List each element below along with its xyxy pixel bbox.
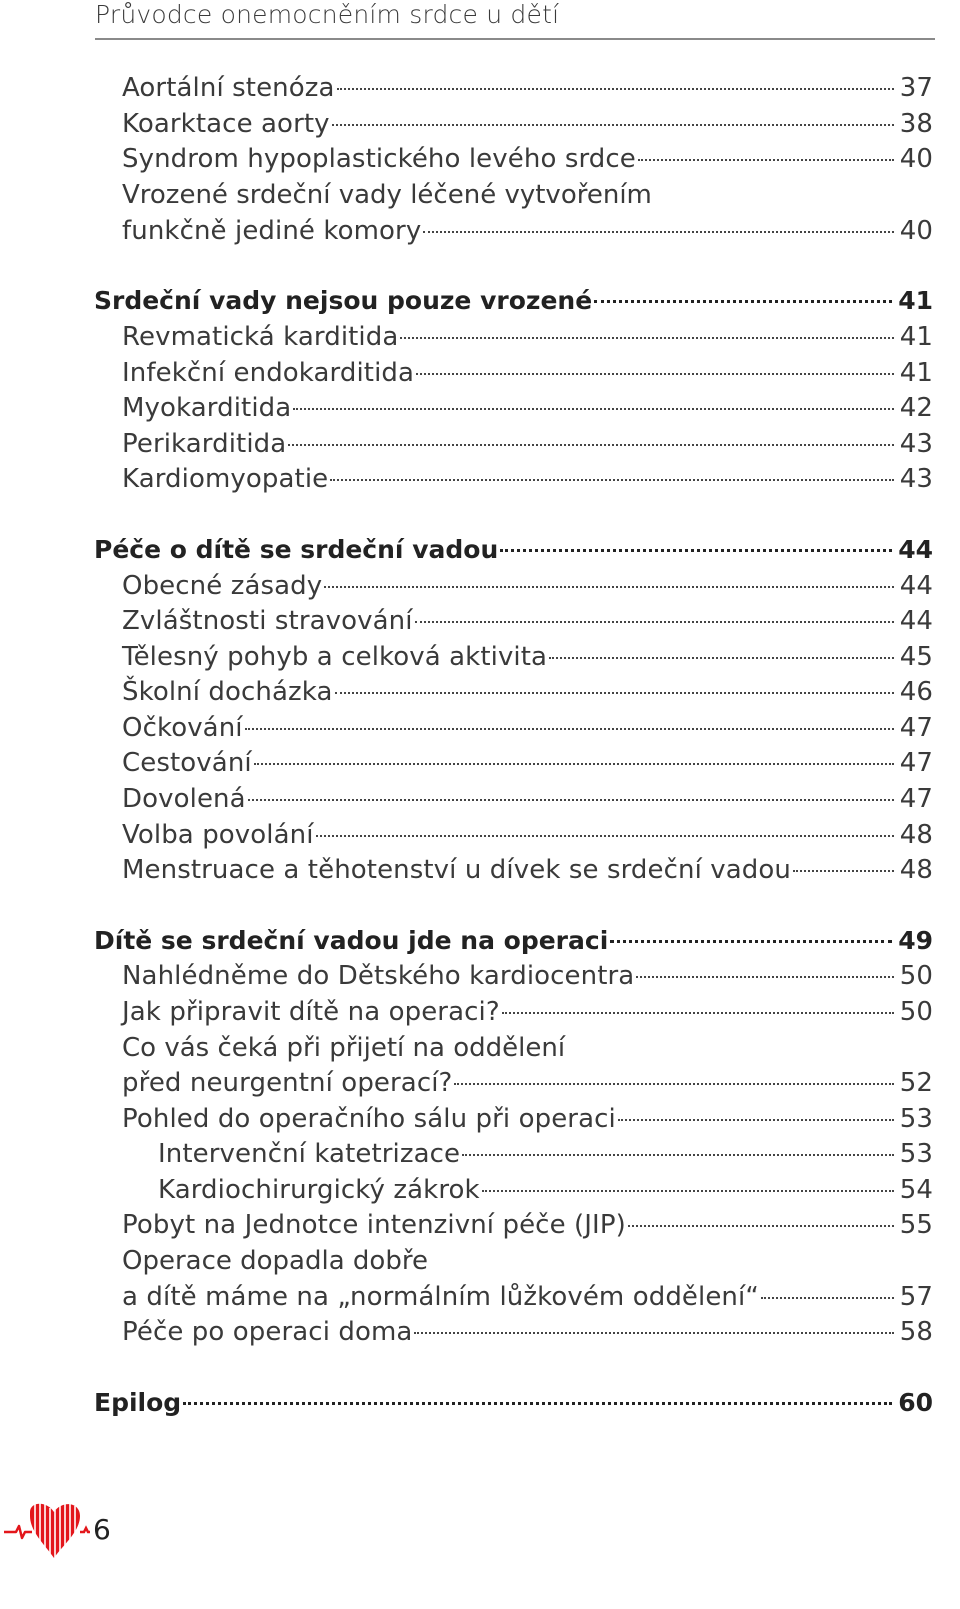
toc-leader-dots xyxy=(248,793,894,801)
toc-section-pece-o-dite[interactable]: Péče o dítě se srdeční vadou 44 xyxy=(94,532,933,568)
toc-leader-dots xyxy=(245,722,894,730)
toc-section-srdecni-vady[interactable]: Srdeční vady nejsou pouze vrozené 41 xyxy=(94,283,933,319)
toc-entry-skolni-dochazka[interactable]: Školní docházka 46 xyxy=(122,674,933,710)
toc-page-number: 45 xyxy=(899,642,933,672)
toc-page-number: 43 xyxy=(899,429,933,459)
toc-page-number: 57 xyxy=(899,1282,933,1312)
toc-leader-dots xyxy=(482,1184,894,1192)
toc-page-number: 55 xyxy=(899,1210,933,1240)
toc-entry-dovolena[interactable]: Dovolená 47 xyxy=(122,781,933,817)
toc-entry-infekcni-endokarditida[interactable]: Infekční endokarditida 41 xyxy=(122,355,933,391)
toc-leader-dots xyxy=(502,1006,894,1014)
toc-entry-menstruace[interactable]: Menstruace a těhotenství u dívek se srdeční vadou 48 xyxy=(122,852,933,888)
heart-pulse-icon xyxy=(2,1498,90,1562)
toc-entry-obecne-zasady[interactable]: Obecné zásady 44 xyxy=(122,568,933,604)
toc-page-number: 43 xyxy=(899,464,933,494)
toc-page-number: 54 xyxy=(899,1175,933,1205)
toc-leader-dots xyxy=(416,367,894,375)
toc-entry-syndrom-hypoplastickeho[interactable]: Syndrom hypoplastického levého srdce 40 xyxy=(122,141,933,177)
toc-entry-aortalni-stenoza[interactable]: Aortální stenóza 37 xyxy=(122,70,933,106)
toc-page-number: 47 xyxy=(899,784,933,814)
toc-page-number: 41 xyxy=(899,322,933,352)
toc-leader-dots xyxy=(500,543,892,552)
toc-page-number: 48 xyxy=(899,820,933,850)
toc-entry-kardiochirurgicky-zakrok[interactable]: Kardiochirurgický zákrok 54 xyxy=(158,1172,933,1208)
toc-entry-line1-operace-dopadla: Operace dopadla dobře xyxy=(122,1246,428,1276)
toc-leader-dots xyxy=(337,82,894,90)
running-header-title: Průvodce onemocněním srdce u dětí xyxy=(95,0,560,29)
toc-leader-dots xyxy=(254,757,894,765)
toc-leader-dots xyxy=(618,1113,894,1121)
toc-page-number: 60 xyxy=(898,1388,933,1417)
toc-page-number: 44 xyxy=(898,535,933,564)
toc-section-epilog[interactable]: Epilog 60 xyxy=(94,1385,933,1421)
toc-entry-line1-vrozene-vady: Vrozené srdeční vady léčené vytvořením xyxy=(122,180,652,210)
toc-page-number: 52 xyxy=(899,1068,933,1098)
toc-leader-dots xyxy=(610,934,892,943)
toc-leader-dots xyxy=(400,331,893,339)
page-number: 6 xyxy=(93,1513,111,1546)
toc-page-number: 48 xyxy=(899,855,933,885)
toc-page-number: 47 xyxy=(899,713,933,743)
toc-page-number: 58 xyxy=(899,1317,933,1347)
toc-leader-dots xyxy=(335,686,894,694)
toc-entry-nahledneme[interactable]: Nahlédněme do Dětského kardiocentra 50 xyxy=(122,958,933,994)
toc-leader-dots xyxy=(636,970,893,978)
toc-entry-pece-po-operaci[interactable]: Péče po operaci doma 58 xyxy=(122,1314,933,1350)
toc-leader-dots xyxy=(293,402,893,410)
toc-leader-dots xyxy=(415,615,894,623)
toc-entry-perikarditida[interactable]: Perikarditida 43 xyxy=(122,426,933,462)
toc-page-number: 41 xyxy=(899,358,933,388)
toc-entry-revmaticka-karditida[interactable]: Revmatická karditida 41 xyxy=(122,319,933,355)
toc-leader-dots xyxy=(330,473,893,481)
toc-page-number: 50 xyxy=(899,961,933,991)
toc-entry-ockovani[interactable]: Očkování 47 xyxy=(122,710,933,746)
toc-page-number: 40 xyxy=(899,144,933,174)
toc-page-number: 41 xyxy=(898,286,933,315)
toc-leader-dots xyxy=(761,1291,894,1299)
toc-leader-dots xyxy=(462,1148,894,1156)
toc-leader-dots xyxy=(288,438,893,446)
toc-entry-pobyt-na-jip[interactable]: Pobyt na Jednotce intenzivní péče (JIP) 55 xyxy=(122,1207,933,1243)
toc-leader-dots xyxy=(628,1219,894,1227)
toc-entry-telesny-pohyb[interactable]: Tělesný pohyb a celková aktivita 45 xyxy=(122,639,933,675)
toc-page-number: 46 xyxy=(899,677,933,707)
toc-entry-kardiomyopatie[interactable]: Kardiomyopatie 43 xyxy=(122,461,933,497)
toc-page-number: 50 xyxy=(899,997,933,1027)
toc-entry-zvlastnosti-stravovani[interactable]: Zvláštnosti stravování 44 xyxy=(122,603,933,639)
toc-page-number: 44 xyxy=(899,571,933,601)
toc-leader-dots xyxy=(638,153,894,161)
toc-page-number: 42 xyxy=(899,393,933,423)
toc-leader-dots xyxy=(316,829,894,837)
toc-page-number: 38 xyxy=(899,109,933,139)
toc-page-number: 49 xyxy=(898,926,933,955)
toc-page-number: 53 xyxy=(899,1139,933,1169)
toc-page-number: 53 xyxy=(899,1104,933,1134)
toc-leader-dots xyxy=(423,225,893,233)
toc-entry-koarktace-aorty[interactable]: Koarktace aorty 38 xyxy=(122,106,933,142)
toc-entry-co-vas-ceka[interactable]: před neurgentní operací? 52 xyxy=(122,1065,933,1101)
toc-leader-dots xyxy=(454,1077,893,1085)
toc-entry-pohled-do-salu[interactable]: Pohled do operačního sálu při operaci 53 xyxy=(122,1101,933,1137)
toc-leader-dots xyxy=(594,294,892,303)
toc-entry-intervencni-katetrizace[interactable]: Intervenční katetrizace 53 xyxy=(158,1136,933,1172)
toc-entry-operace-dopadla[interactable]: a dítě máme na „normálním lůžkovém oddělení“ 57 xyxy=(122,1279,933,1315)
toc-entry-vrozene-vady[interactable]: funkčně jediné komory 40 xyxy=(122,213,933,249)
toc-entry-cestovani[interactable]: Cestování 47 xyxy=(122,745,933,781)
toc-leader-dots xyxy=(414,1326,893,1334)
toc-entry-volba-povolani[interactable]: Volba povolání 48 xyxy=(122,817,933,853)
toc-page-number: 40 xyxy=(899,216,933,246)
toc-leader-dots xyxy=(183,1396,892,1405)
toc-section-dite-jde-na-operaci[interactable]: Dítě se srdeční vadou jde na operaci 49 xyxy=(94,923,933,959)
toc-leader-dots xyxy=(324,580,893,588)
toc-leader-dots xyxy=(549,651,894,659)
toc-page-number: 47 xyxy=(899,748,933,778)
toc-entry-line1-co-vas-ceka: Co vás čeká při přijetí na oddělení xyxy=(122,1033,566,1063)
toc-leader-dots xyxy=(793,864,894,872)
toc-page-number: 44 xyxy=(899,606,933,636)
toc-entry-myokarditida[interactable]: Myokarditida 42 xyxy=(122,390,933,426)
toc-entry-jak-pripravit[interactable]: Jak připravit dítě na operaci? 50 xyxy=(122,994,933,1030)
toc-leader-dots xyxy=(332,118,894,126)
toc-page-number: 37 xyxy=(899,73,933,103)
header-rule xyxy=(95,38,935,40)
